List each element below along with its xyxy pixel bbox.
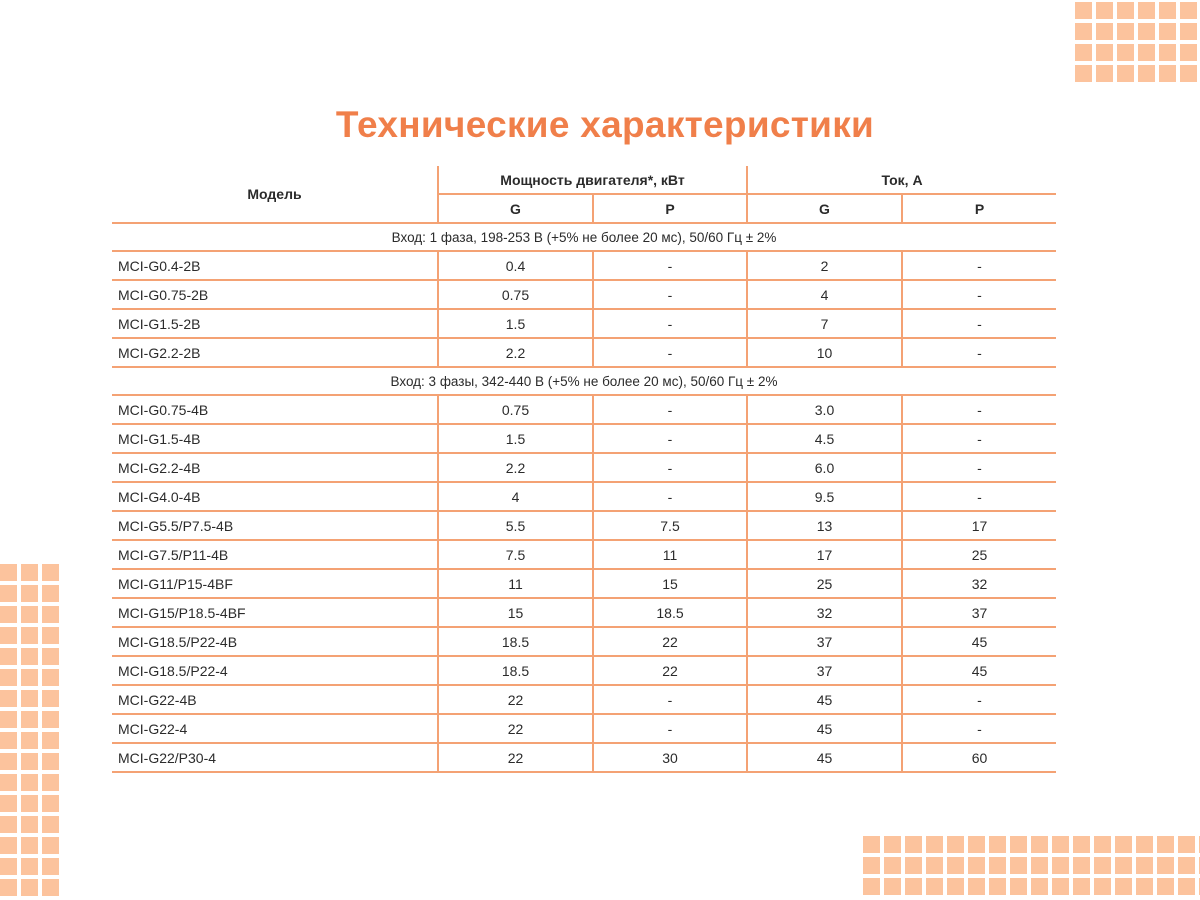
decor-square <box>926 857 943 874</box>
decor-square <box>1115 878 1132 895</box>
decor-square <box>1138 23 1155 40</box>
decor-square <box>0 879 17 896</box>
cell-current-g: 9.5 <box>747 482 902 511</box>
cell-current-p: - <box>902 309 1056 338</box>
cell-power-g: 1.5 <box>438 309 593 338</box>
decor-square <box>1031 857 1048 874</box>
cell-current-p: 37 <box>902 598 1056 627</box>
cell-model: MCI-G0.75-4B <box>112 395 438 424</box>
cell-current-g: 13 <box>747 511 902 540</box>
decor-square <box>21 858 38 875</box>
cell-model: MCI-G22-4B <box>112 685 438 714</box>
cell-power-p: 22 <box>593 656 747 685</box>
cell-current-p: - <box>902 338 1056 367</box>
header-power-g: G <box>438 194 593 223</box>
section-row <box>112 223 1056 251</box>
decor-square <box>1157 857 1174 874</box>
decor-square <box>1075 65 1092 82</box>
cell-current-p: - <box>902 482 1056 511</box>
decor-square <box>1117 23 1134 40</box>
decor-square <box>42 711 59 728</box>
cell-power-g: 15 <box>438 598 593 627</box>
decor-square <box>0 585 17 602</box>
cell-power-p: 11 <box>593 540 747 569</box>
decor-square <box>0 711 17 728</box>
decor-square <box>1075 2 1092 19</box>
decor-square <box>21 627 38 644</box>
decor-square <box>1073 857 1090 874</box>
cell-power-g: 11 <box>438 569 593 598</box>
decor-square <box>1075 44 1092 61</box>
decor-square <box>21 564 38 581</box>
cell-current-p: 32 <box>902 569 1056 598</box>
cell-current-p: - <box>902 714 1056 743</box>
cell-current-g: 32 <box>747 598 902 627</box>
cell-current-g: 37 <box>747 656 902 685</box>
decor-square <box>1052 878 1069 895</box>
section-label: Вход: 3 фазы, 342-440 В (+5% не более 20 мс), 50/60 Гц ± 2% <box>112 367 1056 395</box>
decor-square <box>1157 878 1174 895</box>
cell-model: MCI-G5.5/P7.5-4B <box>112 511 438 540</box>
cell-current-g: 45 <box>747 714 902 743</box>
cell-current-g: 4 <box>747 280 902 309</box>
decor-square <box>0 774 17 791</box>
table-row <box>112 714 1056 743</box>
decor-square <box>21 711 38 728</box>
decor-square <box>42 858 59 875</box>
decor-square <box>21 669 38 686</box>
specifications-table <box>112 166 1056 773</box>
cell-power-p: - <box>593 453 747 482</box>
decor-square <box>21 690 38 707</box>
table-row <box>112 309 1056 338</box>
decor-square <box>1159 44 1176 61</box>
cell-current-g: 7 <box>747 309 902 338</box>
decor-square <box>1115 857 1132 874</box>
decor-square <box>989 878 1006 895</box>
decor-square <box>21 585 38 602</box>
decor-square <box>42 627 59 644</box>
cell-power-p: - <box>593 482 747 511</box>
table-row <box>112 395 1056 424</box>
decor-square <box>1138 2 1155 19</box>
table-body <box>112 223 1056 772</box>
decor-square <box>1178 857 1195 874</box>
decor-square <box>1073 878 1090 895</box>
table-row <box>112 743 1056 772</box>
decor-square <box>42 585 59 602</box>
decor-square <box>42 732 59 749</box>
decor-square <box>989 836 1006 853</box>
decor-square <box>1096 65 1113 82</box>
table-row <box>112 424 1056 453</box>
decor-square <box>1136 836 1153 853</box>
decor-square <box>1138 44 1155 61</box>
decor-square <box>21 732 38 749</box>
decor-square <box>1031 836 1048 853</box>
header-current-g: G <box>747 194 902 223</box>
decor-square <box>42 774 59 791</box>
decor-square <box>0 816 17 833</box>
decor-square <box>1136 878 1153 895</box>
decor-square <box>0 648 17 665</box>
cell-power-p: 22 <box>593 627 747 656</box>
decor-square <box>21 753 38 770</box>
decor-square <box>42 816 59 833</box>
decor-square <box>21 795 38 812</box>
decor-square <box>1115 836 1132 853</box>
decor-square <box>863 857 880 874</box>
decor-square <box>42 879 59 896</box>
cell-model: MCI-G0.75-2B <box>112 280 438 309</box>
cell-power-g: 22 <box>438 743 593 772</box>
decor-square <box>1010 836 1027 853</box>
cell-power-g: 1.5 <box>438 424 593 453</box>
section-row <box>112 367 1056 395</box>
cell-model: MCI-G1.5-2B <box>112 309 438 338</box>
cell-current-g: 6.0 <box>747 453 902 482</box>
header-power-p: P <box>593 194 747 223</box>
decor-square <box>1075 23 1092 40</box>
decor-square <box>1159 23 1176 40</box>
header-power: Мощность двигателя*, кВт <box>438 166 747 194</box>
decor-square <box>42 669 59 686</box>
cell-power-g: 18.5 <box>438 627 593 656</box>
decor-square <box>1117 2 1134 19</box>
decor-square <box>0 627 17 644</box>
cell-current-p: - <box>902 424 1056 453</box>
table-row <box>112 627 1056 656</box>
decor-square <box>1094 857 1111 874</box>
decor-square <box>21 774 38 791</box>
decor-square <box>1052 857 1069 874</box>
cell-power-g: 7.5 <box>438 540 593 569</box>
decor-square <box>1094 878 1111 895</box>
decor-square <box>21 606 38 623</box>
decor-square <box>0 732 17 749</box>
cell-current-g: 3.0 <box>747 395 902 424</box>
cell-current-g: 4.5 <box>747 424 902 453</box>
decor-squares-left <box>0 564 59 896</box>
decor-square <box>1073 836 1090 853</box>
table-row <box>112 656 1056 685</box>
cell-current-p: - <box>902 280 1056 309</box>
cell-power-p: 18.5 <box>593 598 747 627</box>
cell-current-g: 37 <box>747 627 902 656</box>
cell-power-p: - <box>593 309 747 338</box>
cell-power-p: - <box>593 685 747 714</box>
decor-square <box>905 857 922 874</box>
header-model: Модель <box>112 166 438 223</box>
decor-square <box>21 879 38 896</box>
decor-square <box>989 857 1006 874</box>
decor-square <box>1094 836 1111 853</box>
table-row <box>112 569 1056 598</box>
decor-square <box>947 878 964 895</box>
cell-current-p: 17 <box>902 511 1056 540</box>
decor-square <box>1159 2 1176 19</box>
decor-square <box>968 857 985 874</box>
decor-square <box>42 837 59 854</box>
cell-power-g: 2.2 <box>438 453 593 482</box>
table-row <box>112 453 1056 482</box>
cell-current-p: 45 <box>902 627 1056 656</box>
cell-power-p: - <box>593 280 747 309</box>
cell-model: MCI-G18.5/P22-4 <box>112 656 438 685</box>
cell-power-p: - <box>593 714 747 743</box>
table-row <box>112 338 1056 367</box>
cell-model: MCI-G15/P18.5-4BF <box>112 598 438 627</box>
decor-square <box>0 753 17 770</box>
cell-current-p: - <box>902 685 1056 714</box>
cell-power-p: - <box>593 424 747 453</box>
cell-current-p: - <box>902 251 1056 280</box>
decor-square <box>947 857 964 874</box>
decor-square <box>905 836 922 853</box>
cell-model: MCI-G0.4-2B <box>112 251 438 280</box>
decor-square <box>1180 2 1197 19</box>
decor-square <box>0 690 17 707</box>
decor-square <box>1180 23 1197 40</box>
header-current: Ток, А <box>747 166 1056 194</box>
decor-square <box>947 836 964 853</box>
cell-model: MCI-G7.5/P11-4B <box>112 540 438 569</box>
decor-square <box>1096 2 1113 19</box>
cell-current-p: 25 <box>902 540 1056 569</box>
decor-square <box>1052 836 1069 853</box>
decor-square <box>1157 836 1174 853</box>
table-row <box>112 482 1056 511</box>
decor-square <box>1117 65 1134 82</box>
decor-square <box>1096 44 1113 61</box>
table-header-row <box>112 166 1056 194</box>
decor-square <box>1178 836 1195 853</box>
cell-model: MCI-G1.5-4B <box>112 424 438 453</box>
table-row <box>112 511 1056 540</box>
cell-power-g: 0.75 <box>438 395 593 424</box>
cell-model: MCI-G4.0-4B <box>112 482 438 511</box>
decor-square <box>1031 878 1048 895</box>
decor-square <box>1117 44 1134 61</box>
cell-power-g: 22 <box>438 685 593 714</box>
decor-square <box>863 878 880 895</box>
table-row <box>112 280 1056 309</box>
table-row <box>112 685 1056 714</box>
decor-square <box>21 648 38 665</box>
cell-current-p: - <box>902 453 1056 482</box>
cell-current-g: 45 <box>747 743 902 772</box>
cell-model: MCI-G2.2-4B <box>112 453 438 482</box>
decor-square <box>1136 857 1153 874</box>
cell-current-g: 25 <box>747 569 902 598</box>
decor-squares-top-right <box>1075 2 1197 82</box>
cell-power-g: 22 <box>438 714 593 743</box>
section-label: Вход: 1 фаза, 198-253 В (+5% не более 20 мс), 50/60 Гц ± 2% <box>112 223 1056 251</box>
cell-model: MCI-G11/P15-4BF <box>112 569 438 598</box>
table-row <box>112 251 1056 280</box>
decor-square <box>1010 878 1027 895</box>
cell-power-p: 7.5 <box>593 511 747 540</box>
decor-square <box>42 795 59 812</box>
decor-square <box>968 878 985 895</box>
decor-square <box>0 669 17 686</box>
cell-power-p: - <box>593 395 747 424</box>
cell-power-g: 5.5 <box>438 511 593 540</box>
page-title: Технические характеристики <box>335 104 875 145</box>
decor-square <box>0 606 17 623</box>
cell-power-g: 0.4 <box>438 251 593 280</box>
cell-power-p: 15 <box>593 569 747 598</box>
cell-current-g: 17 <box>747 540 902 569</box>
cell-power-p: - <box>593 251 747 280</box>
cell-model: MCI-G22/P30-4 <box>112 743 438 772</box>
decor-square <box>1178 878 1195 895</box>
decor-square <box>42 753 59 770</box>
decor-square <box>968 836 985 853</box>
decor-square <box>0 564 17 581</box>
decor-square <box>863 836 880 853</box>
cell-current-p: 45 <box>902 656 1056 685</box>
decor-square <box>1180 65 1197 82</box>
cell-power-g: 4 <box>438 482 593 511</box>
decor-square <box>42 690 59 707</box>
cell-power-p: - <box>593 338 747 367</box>
decor-square <box>42 648 59 665</box>
cell-current-p: 60 <box>902 743 1056 772</box>
decor-square <box>1180 44 1197 61</box>
cell-model: MCI-G22-4 <box>112 714 438 743</box>
cell-power-g: 18.5 <box>438 656 593 685</box>
table-row <box>112 540 1056 569</box>
decor-square <box>926 878 943 895</box>
decor-square <box>1138 65 1155 82</box>
decor-square <box>1159 65 1176 82</box>
decor-square <box>926 836 943 853</box>
cell-current-g: 10 <box>747 338 902 367</box>
table-row <box>112 598 1056 627</box>
decor-square <box>905 878 922 895</box>
cell-power-g: 0.75 <box>438 280 593 309</box>
cell-current-g: 45 <box>747 685 902 714</box>
decor-square <box>1096 23 1113 40</box>
cell-model: MCI-G18.5/P22-4B <box>112 627 438 656</box>
decor-square <box>0 858 17 875</box>
decor-square <box>21 816 38 833</box>
decor-square <box>42 606 59 623</box>
cell-power-p: 30 <box>593 743 747 772</box>
header-current-p: P <box>902 194 1056 223</box>
decor-square <box>884 857 901 874</box>
cell-current-p: - <box>902 395 1056 424</box>
cell-power-g: 2.2 <box>438 338 593 367</box>
decor-square <box>0 795 17 812</box>
decor-square <box>884 836 901 853</box>
decor-square <box>21 837 38 854</box>
decor-squares-bottom-right <box>863 836 1200 895</box>
decor-square <box>0 837 17 854</box>
decor-square <box>42 564 59 581</box>
cell-model: MCI-G2.2-2B <box>112 338 438 367</box>
decor-square <box>884 878 901 895</box>
cell-current-g: 2 <box>747 251 902 280</box>
decor-square <box>1010 857 1027 874</box>
